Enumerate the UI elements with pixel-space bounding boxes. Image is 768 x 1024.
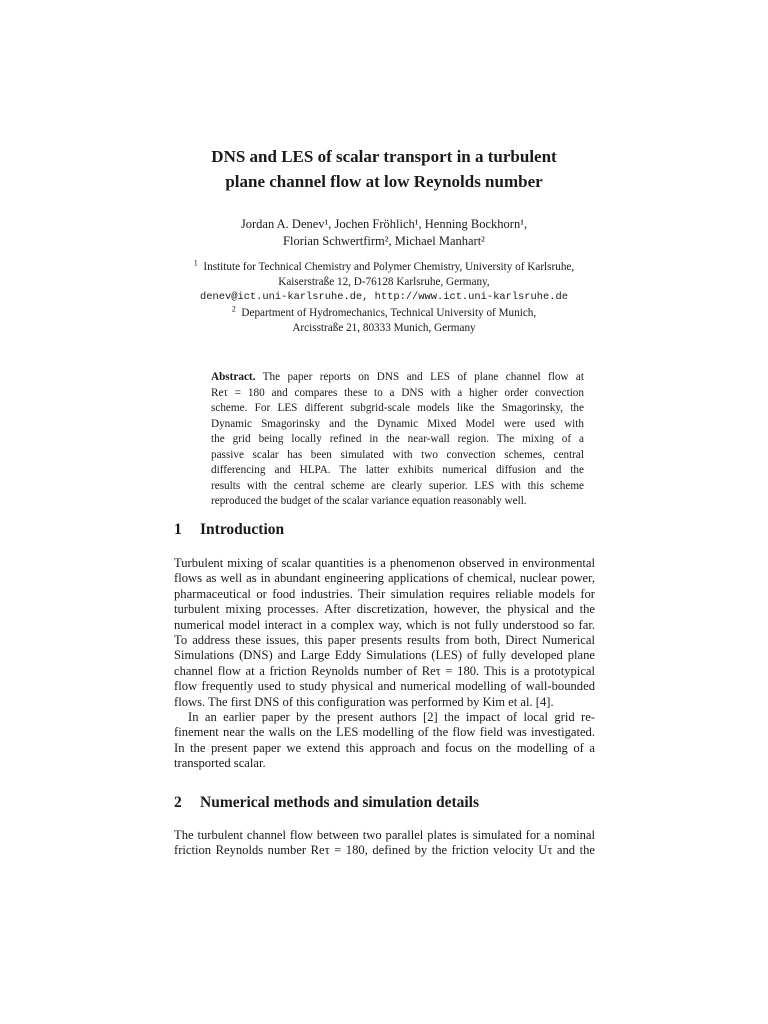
authors-line: Jordan A. Denev¹, Jochen Fröhlich¹, Henning Bockhorn¹, — [240, 217, 528, 231]
title-line: plane channel flow at low Reynolds number — [225, 172, 543, 191]
affiliation-text: Institute for Technical Chemistry and Polymer Chemistry, University of Karlsruhe, — [203, 261, 575, 273]
body-line: turbulent mixing processes. After discretization, however, the physical and the — [174, 602, 595, 617]
affiliation-2 — [150, 303, 618, 321]
paper-title — [150, 144, 618, 194]
body-line: finement near the walls on the LES modelling of the flow field was investigated. — [174, 725, 595, 740]
body-line: transported scalar. — [174, 756, 266, 771]
affiliation-text: Department of Hydromechanics, Technical University of Munich, — [241, 306, 537, 319]
affiliation-address: Kaiserstraße 12, D-76128 Karlsruhe, Germany, — [278, 276, 490, 289]
abstract-line — [211, 370, 584, 386]
affiliation-email[interactable]: denev@ict.uni-karlsruhe.de, http://www.ict.uni-karlsruhe.de — [200, 291, 568, 304]
authors-line: Florian Schwertfirm², Michael Manhart² — [283, 234, 485, 248]
body-line: flow frequently used to study physical and numerical modelling of wall-bounded — [174, 679, 595, 694]
section-heading-introduction — [174, 521, 284, 539]
affiliations — [150, 260, 618, 336]
body-line: channel flow at a friction Reynolds number of Reτ = 180. This is a prototypical — [174, 663, 595, 678]
body-line: friction Reynolds number Reτ = 180, defined by the friction velocity Uτ and the — [174, 843, 595, 858]
section-heading-numerical-methods — [174, 794, 479, 812]
abstract-line: scheme. For LES different subgrid-scale models like the Smagorinsky, the — [211, 402, 584, 414]
abstract-line: reproduced the budget of the scalar variance equation reasonably well. — [211, 495, 527, 507]
author-list — [150, 216, 618, 250]
affiliation-address: Arcisstraße 21, 80333 Munich, Germany — [292, 321, 476, 334]
affiliation-mark: 1 — [193, 258, 198, 268]
abstract-line: results with the central scheme are clearly superior. LES with this scheme — [211, 479, 584, 492]
abstract-line: passive scalar has been simulated with two convection schemes, central — [211, 448, 584, 461]
abstract — [211, 370, 584, 510]
section-1-body — [174, 556, 595, 772]
abstract-line: Dynamic Smagorinsky and the Dynamic Mixed Model were used with — [211, 417, 584, 430]
affiliation-1 — [150, 260, 618, 275]
body-line: In an earlier paper by the present authors [2] the impact of local grid re- — [188, 710, 595, 725]
abstract-line: differencing and HLPA. The latter exhibits numerical diffusion and the — [211, 464, 584, 476]
body-line: flows as well as in abundant engineering applications of chemical, nuclear power, — [174, 571, 595, 586]
body-line: Simulations (DNS) and Large Eddy Simulations (LES) of fully developed plane — [174, 648, 595, 663]
abstract-text: The paper reports on DNS and LES of plane channel flow at — [262, 371, 584, 383]
body-line: The turbulent channel flow between two parallel plates is simulated for a nominal — [174, 828, 595, 842]
title-line: DNS and LES of scalar transport in a turbulent — [211, 147, 557, 166]
body-line: pharmaceutical or food industries. Their simulation requires reliable models for — [174, 586, 595, 601]
abstract-label: Abstract. — [211, 371, 256, 383]
abstract-line: Reτ = 180 and compares these to a DNS with a higher order convection — [211, 386, 584, 399]
body-line: In the present paper we extend this approach and focus on the modelling of a — [174, 740, 595, 755]
body-line: numerical model interact in a complex way, which is not fully understood so far. — [174, 617, 595, 632]
section-number: 1 — [174, 521, 182, 538]
abstract-line: the grid being locally refined in the near-wall region. The mixing of a — [211, 433, 584, 445]
body-line: flows. The first DNS of this configuration was performed by Kim et al. [4]. — [174, 694, 554, 709]
section-number: 2 — [174, 794, 182, 811]
section-2-body — [174, 828, 595, 859]
body-line: Turbulent mixing of scalar quantities is a phenomenon observed in environmental — [174, 556, 595, 570]
section-title: Introduction — [200, 521, 285, 538]
section-title: Numerical methods and simulation details — [200, 794, 480, 811]
body-line: To address these issues, this paper presents results from both, Direct Numerical — [174, 633, 595, 648]
affiliation-mark: 2 — [231, 303, 236, 313]
